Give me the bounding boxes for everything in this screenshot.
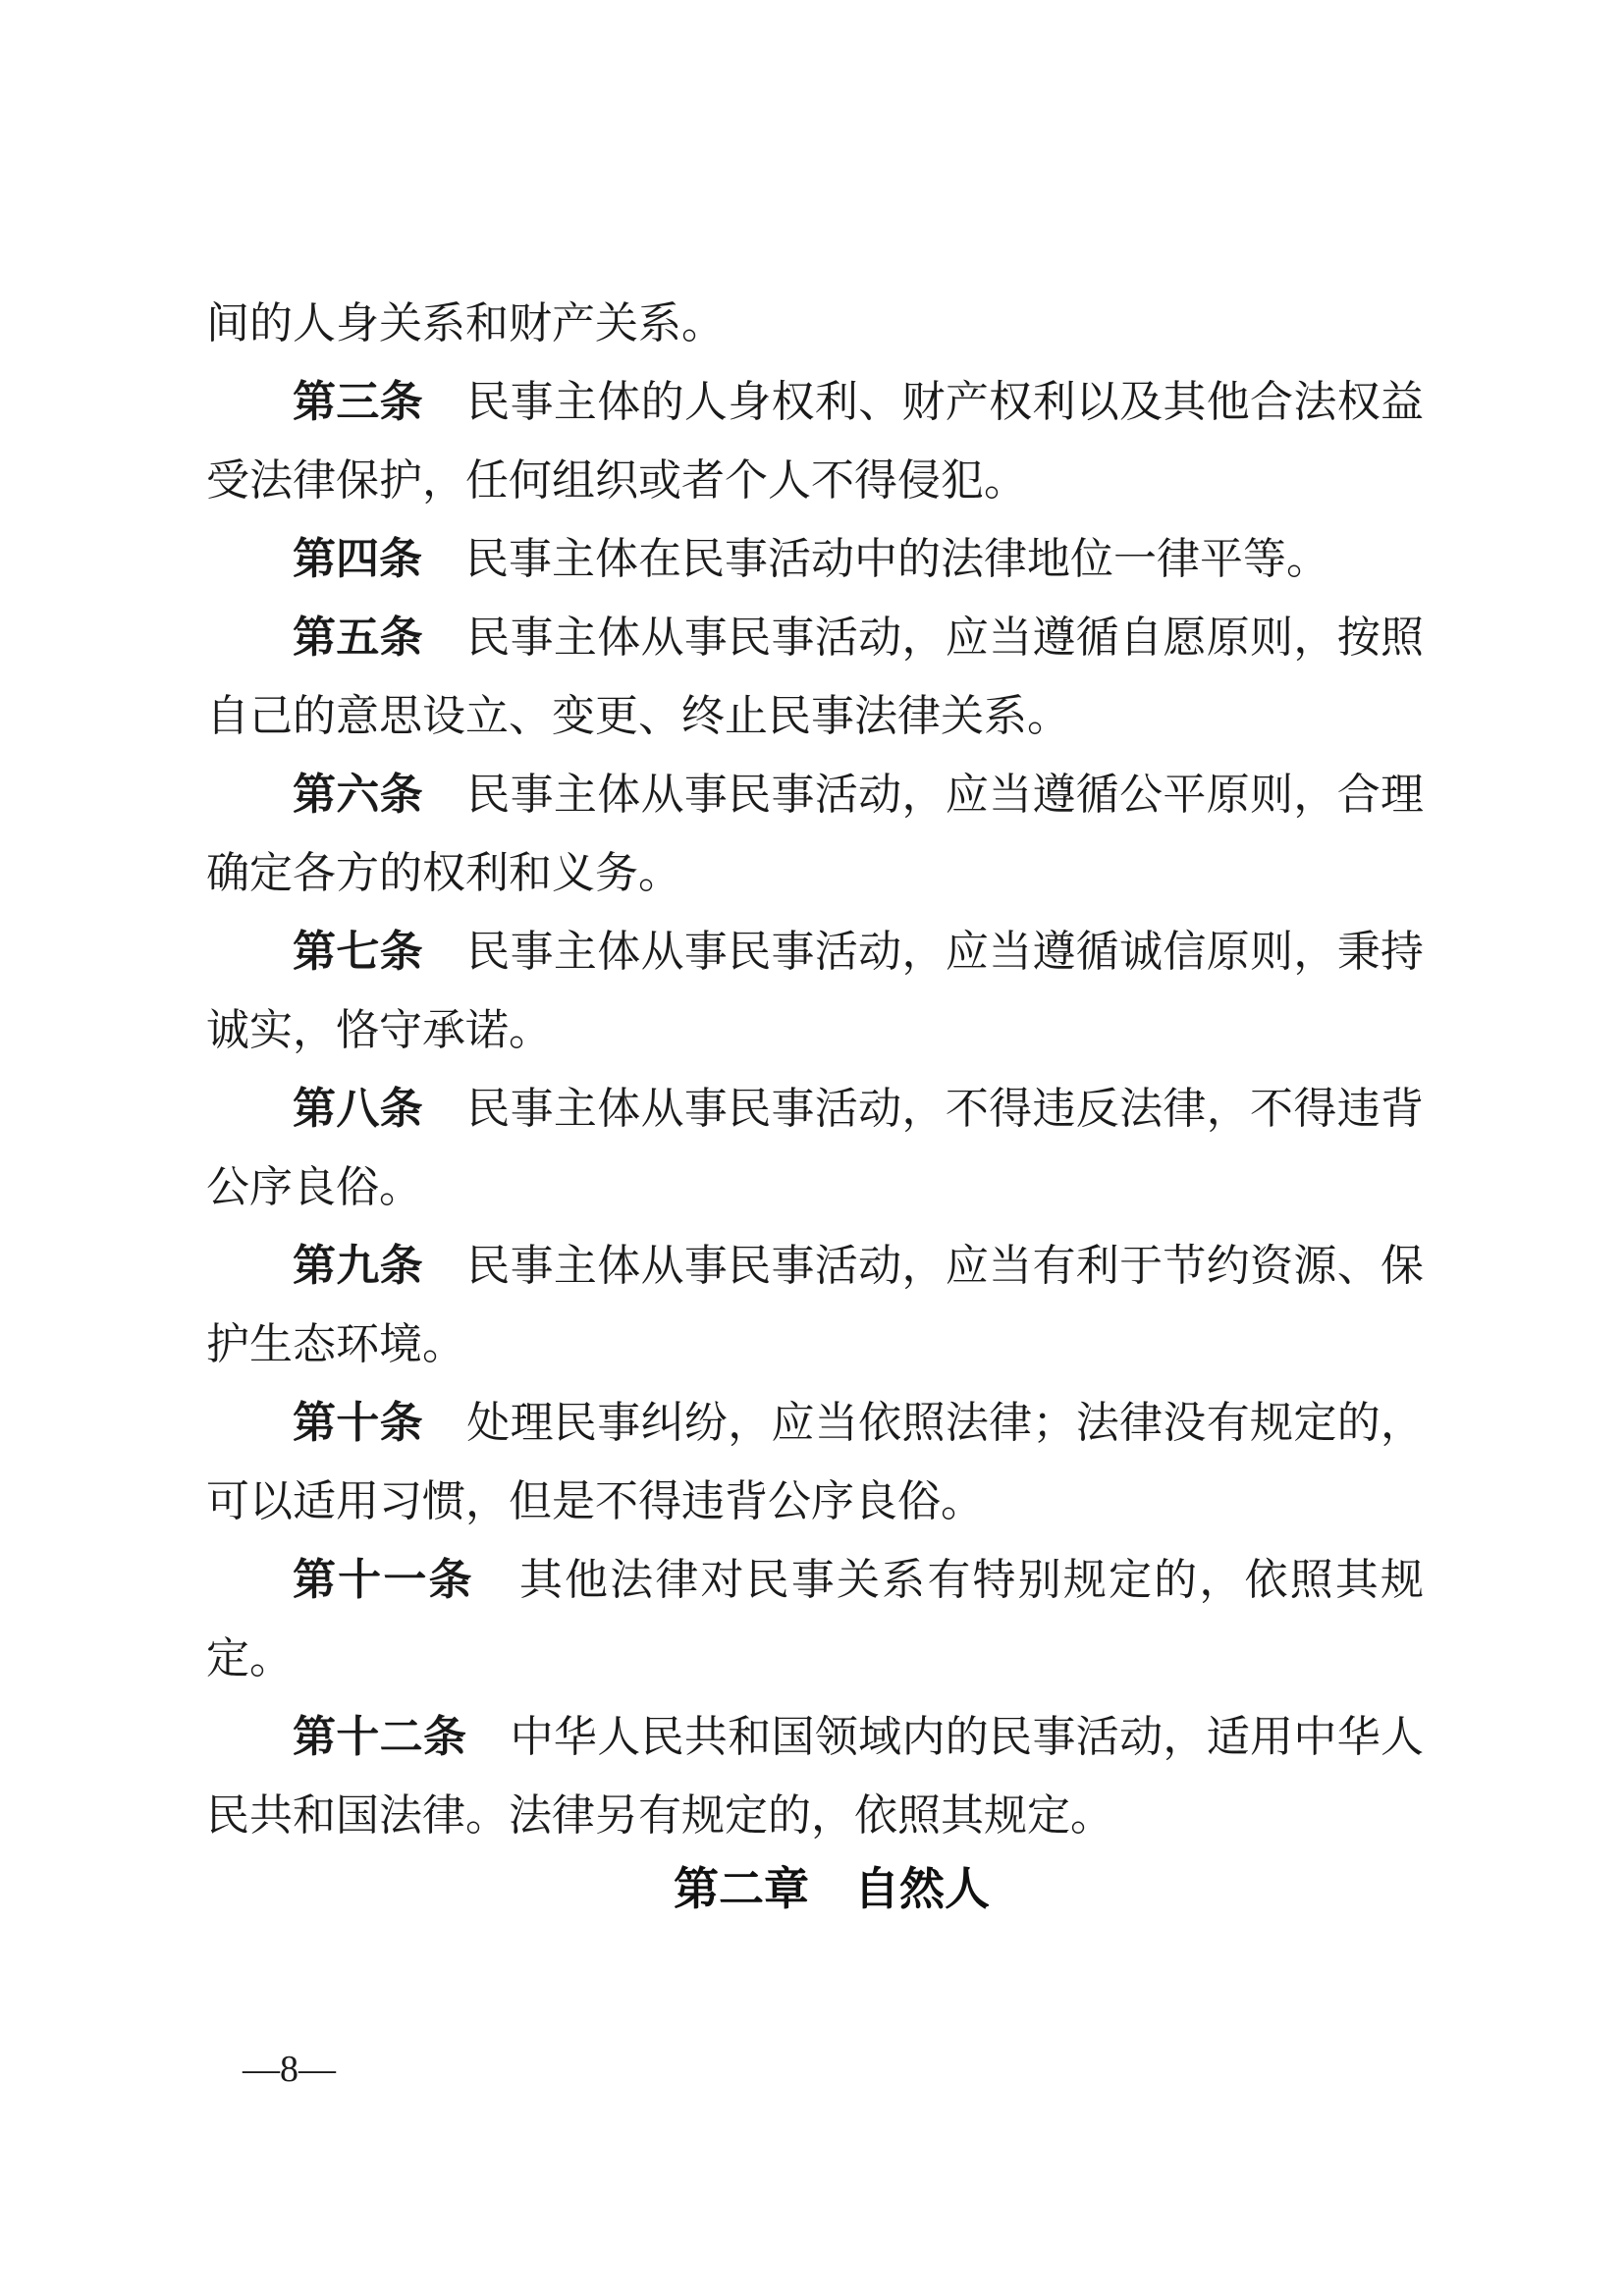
article-text: 民事主体从事民事活动，应当有利于节约资源、保护生态环境。 bbox=[206, 1242, 1425, 1368]
article-text: 间的人身关系和财产关系。 bbox=[206, 299, 725, 347]
article-paragraph bbox=[206, 520, 1424, 599]
article-number: 第十条 bbox=[293, 1399, 423, 1447]
article-paragraph bbox=[206, 1384, 1424, 1541]
article-paragraph bbox=[206, 363, 1424, 520]
document-body bbox=[206, 285, 1424, 1855]
chapter-number: 第二章 bbox=[674, 1863, 809, 1914]
article-number: 第九条 bbox=[293, 1242, 423, 1290]
article-text: 处理民事纠纷，应当依照法律；法律没有规定的，可以适用习惯，但是不得违背公序良俗。 bbox=[206, 1399, 1425, 1525]
article-text: 民事主体从事民事活动，应当遵循诚信原则，秉持诚实，恪守承诺。 bbox=[206, 928, 1425, 1054]
article-number: 第十一条 bbox=[293, 1556, 474, 1604]
article-paragraph bbox=[206, 913, 1424, 1070]
article-text: 民事主体从事民事活动，应当遵循公平原则，合理确定各方的权利和义务。 bbox=[206, 771, 1425, 897]
article-paragraph bbox=[206, 756, 1424, 913]
article-paragraph bbox=[206, 1698, 1424, 1855]
article-text: 民事主体从事民事活动，不得违反法律，不得违背公序良俗。 bbox=[206, 1085, 1425, 1211]
article-number: 第三条 bbox=[293, 378, 423, 426]
article-paragraph bbox=[206, 1227, 1424, 1384]
article-paragraph bbox=[206, 599, 1424, 756]
article-paragraph bbox=[206, 1541, 1424, 1698]
chapter-title: 自然人 bbox=[854, 1863, 990, 1914]
article-text: 中华人民共和国领域内的民事活动，适用中华人民共和国法律。法律另有规定的，依照其规定。 bbox=[206, 1713, 1425, 1840]
article-number: 第七条 bbox=[293, 928, 423, 976]
article-number: 第五条 bbox=[293, 614, 423, 662]
article-number: 第十二条 bbox=[293, 1713, 467, 1761]
article-number: 第四条 bbox=[293, 535, 422, 583]
page-number: —8— bbox=[243, 2049, 336, 2090]
article-paragraph bbox=[206, 1070, 1424, 1227]
article-text: 民事主体从事民事活动，应当遵循自愿原则，按照自己的意思设立、变更、终止民事法律关系。 bbox=[206, 614, 1425, 740]
article-number: 第六条 bbox=[293, 771, 423, 819]
article-text: 民事主体在民事活动中的法律地位一律平等。 bbox=[465, 535, 1329, 583]
continuation-paragraph bbox=[206, 285, 1424, 363]
article-text: 其他法律对民事关系有特别规定的，依照其规定。 bbox=[206, 1556, 1425, 1682]
chapter-heading bbox=[20, 1863, 1624, 1914]
article-text: 民事主体的人身权利、财产权利以及其他合法权益受法律保护，任何组织或者个人不得侵犯。 bbox=[206, 378, 1425, 505]
page-footer bbox=[243, 2048, 336, 2091]
article-number: 第八条 bbox=[293, 1085, 423, 1133]
